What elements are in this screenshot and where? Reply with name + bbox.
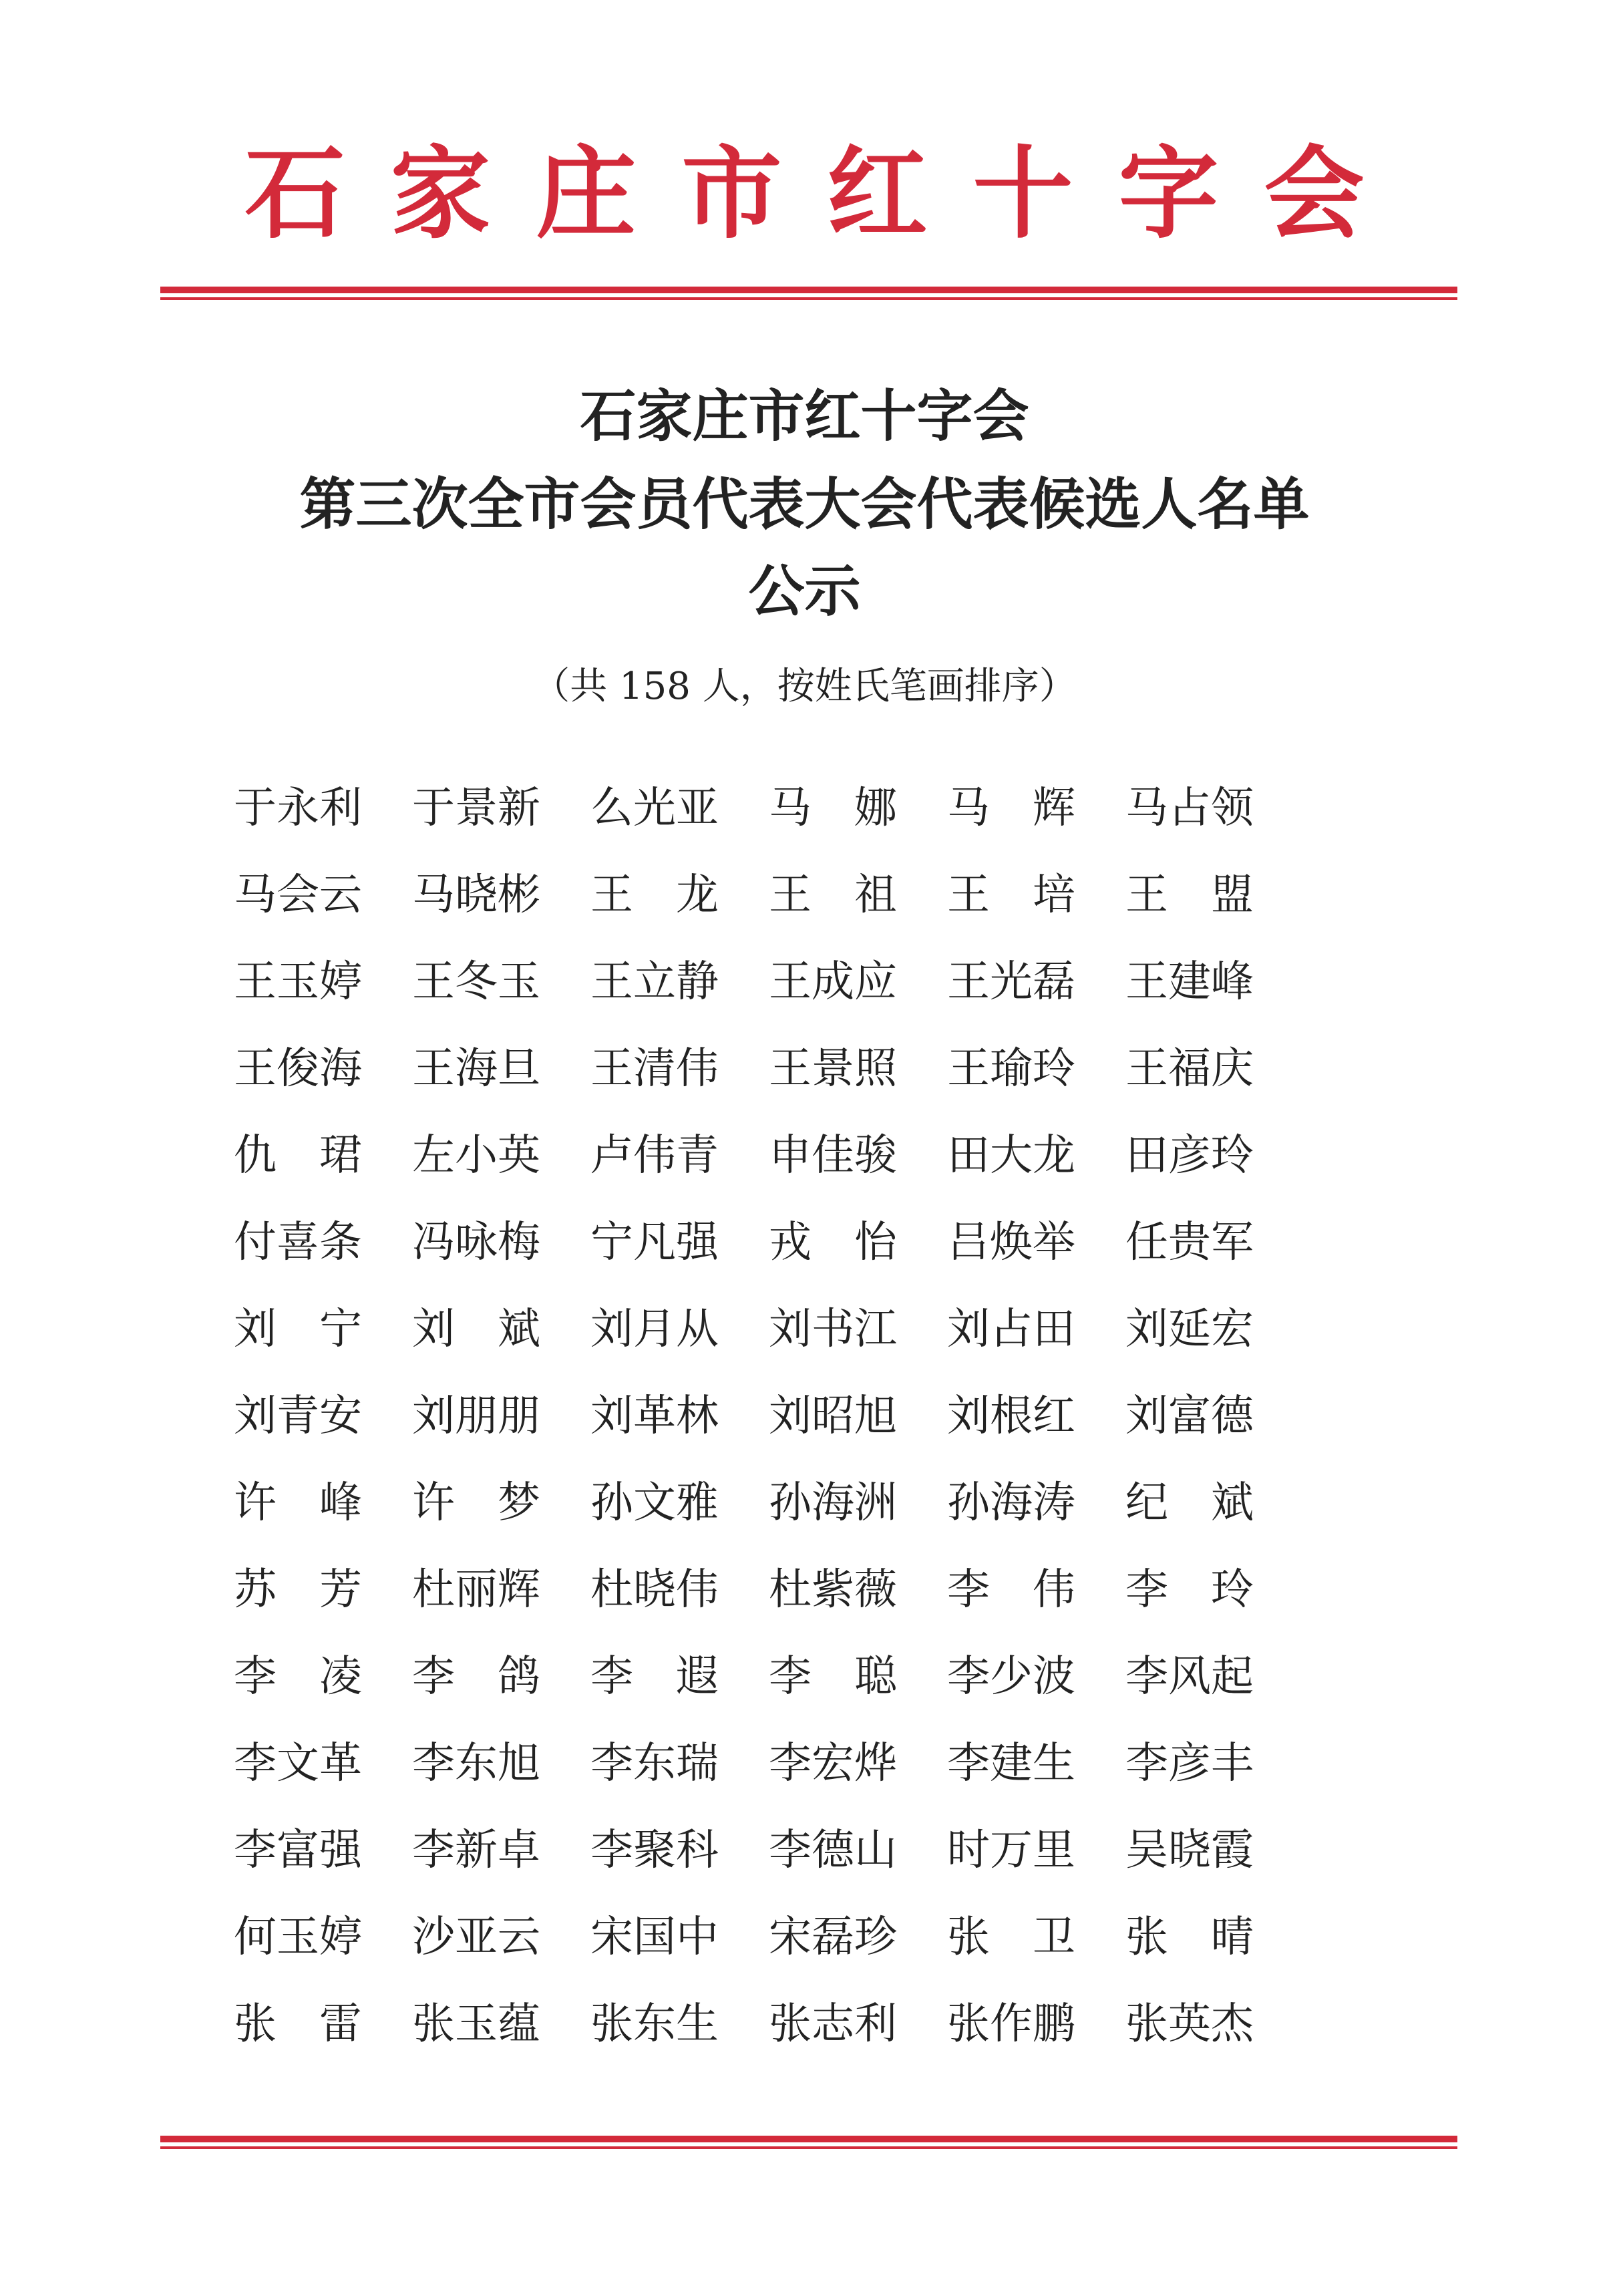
candidate-name: 李 少 波 [947,1652,1075,1701]
candidate-name: 杜 丽 辉 [412,1565,540,1615]
candidate-name: 么 光 亚 [590,784,719,833]
candidate-name: 刘 占 田 [947,1305,1075,1354]
candidate-name: 马 辉 [947,784,1075,833]
candidate-name-list [234,775,1316,2078]
candidate-name: 李 东 瑞 [590,1739,719,1788]
candidate-name: 刘 宁 [234,1305,362,1354]
candidate-name: 刘 延 宏 [1125,1305,1254,1354]
candidate-name: 沙 亚 云 [412,1913,540,1962]
candidate-name: 吴 晓 霞 [1125,1826,1254,1875]
candidate-name: 李 德 山 [769,1826,897,1875]
candidate-name: 李 宏 烨 [769,1739,897,1788]
candidate-name: 孙 海 洲 [769,1478,897,1528]
candidate-name: 许 峰 [234,1478,362,1528]
candidate-name: 马 娜 [769,784,897,833]
document-title-line-3: 公示 [748,558,861,624]
candidate-name: 李 新 卓 [412,1826,540,1875]
candidate-name: 王 立 静 [590,957,719,1007]
candidate-name: 王 培 [947,870,1075,920]
candidate-name: 李 风 起 [1125,1652,1254,1701]
rule-thick-line [160,2136,1457,2142]
letterhead-rule-top [160,287,1457,293]
candidate-name: 于 永 利 [234,784,362,833]
candidate-name: 左 小 英 [412,1131,540,1180]
candidate-name: 刘 朋 朋 [412,1391,540,1441]
candidate-name: 李 玲 [1125,1565,1254,1615]
candidate-name: 张 英 杰 [1125,1999,1254,2049]
candidate-name: 王 祖 [769,870,897,920]
candidate-name: 张 东 生 [590,1999,719,2049]
candidate-name: 宋 国 中 [590,1913,719,1962]
candidate-name: 李 彦 丰 [1125,1739,1254,1788]
candidate-name: 刘 根 红 [947,1391,1075,1441]
candidate-name: 于 景 新 [412,784,540,833]
candidate-name: 刘 革 林 [590,1391,719,1441]
candidate-name: 李 聚 科 [590,1826,719,1875]
candidate-name: 王 龙 [590,870,719,920]
rule-thin-line [160,2146,1457,2149]
candidate-name: 许 梦 [412,1478,540,1528]
candidate-name: 宁 凡 强 [590,1218,719,1267]
candidate-name: 王 冬 玉 [412,957,540,1007]
candidate-name: 李 伟 [947,1565,1075,1615]
candidate-name: 刘 月 从 [590,1305,719,1354]
candidate-name: 张 卫 [947,1913,1075,1962]
candidate-name: 苏 芳 [234,1565,362,1615]
candidate-name: 王 盟 [1125,870,1254,920]
rule-thick-line [160,287,1457,293]
candidate-name: 王 海 旦 [412,1044,540,1094]
candidate-name: 李 建 生 [947,1739,1075,1788]
candidate-name: 李 聪 [769,1652,897,1701]
candidate-name: 张 作 鹏 [947,1999,1075,2049]
candidate-name: 宋 磊 珍 [769,1913,897,1962]
document-title-line-1: 石家庄市红十字会 [580,383,1029,449]
candidate-name: 李 凌 [234,1652,362,1701]
candidate-name: 仇 珺 [234,1131,362,1180]
candidate-name: 孙 海 涛 [947,1478,1075,1528]
candidate-name: 王 福 庆 [1125,1044,1254,1094]
candidate-name: 孙 文 雅 [590,1478,719,1528]
candidate-name: 李 东 旭 [412,1739,540,1788]
candidate-name: 何 玉 婷 [234,1913,362,1962]
rule-thin-line [160,297,1457,300]
candidate-name: 任 贵 军 [1125,1218,1254,1267]
candidate-name: 马 晓 彬 [412,870,540,920]
candidate-name: 李 鸽 [412,1652,540,1701]
candidate-name: 刘 青 安 [234,1391,362,1441]
candidate-name: 申 佳 骏 [769,1131,897,1180]
candidate-name: 张 雷 [234,1999,362,2049]
candidate-name: 时 万 里 [947,1826,1075,1875]
candidate-name: 张 玉 蕴 [412,1999,540,2049]
candidate-name: 田 彦 玲 [1125,1131,1254,1180]
candidate-name: 刘 富 德 [1125,1391,1254,1441]
candidate-name: 张 志 利 [769,1999,897,2049]
candidate-name: 吕 焕 举 [947,1218,1075,1267]
candidate-name: 王 清 伟 [590,1044,719,1094]
candidate-name: 纪 斌 [1125,1478,1254,1528]
candidate-name: 刘 斌 [412,1305,540,1354]
candidate-name: 王 建 峰 [1125,957,1254,1007]
candidate-name: 刘 昭 旭 [769,1391,897,1441]
candidate-name: 李 富 强 [234,1826,362,1875]
candidate-name: 王 成 应 [769,957,897,1007]
candidate-name: 王 景 照 [769,1044,897,1094]
document-title-line-2: 第三次全市会员代表大会代表候选人名单 [299,471,1310,537]
candidate-name: 王 光 磊 [947,957,1075,1007]
candidate-name: 付 喜 条 [234,1218,362,1267]
candidate-name: 刘 书 江 [769,1305,897,1354]
candidate-name: 戎 怡 [769,1218,897,1267]
candidate-name: 杜 紫 薇 [769,1565,897,1615]
candidate-name: 王 玉 婷 [234,957,362,1007]
candidate-name: 马 会 云 [234,870,362,920]
letterhead-title: 石家庄市红十字会 [244,135,1410,253]
candidate-name: 李 遐 [590,1652,719,1701]
candidate-name: 张 晴 [1125,1913,1254,1962]
candidate-name: 李 文 革 [234,1739,362,1788]
candidate-name: 卢 伟 青 [590,1131,719,1180]
candidate-name: 王 瑜 玲 [947,1044,1075,1094]
candidate-name: 马 占 领 [1125,784,1254,833]
candidate-name: 王 俊 海 [234,1044,362,1094]
candidate-name: 杜 晓 伟 [590,1565,719,1615]
document-subtitle: （共 158 人，按姓氏笔画排序） [532,665,1077,708]
candidate-name: 冯 咏 梅 [412,1218,540,1267]
footer-rule [160,2136,1457,2142]
candidate-name: 田 大 龙 [947,1131,1075,1180]
